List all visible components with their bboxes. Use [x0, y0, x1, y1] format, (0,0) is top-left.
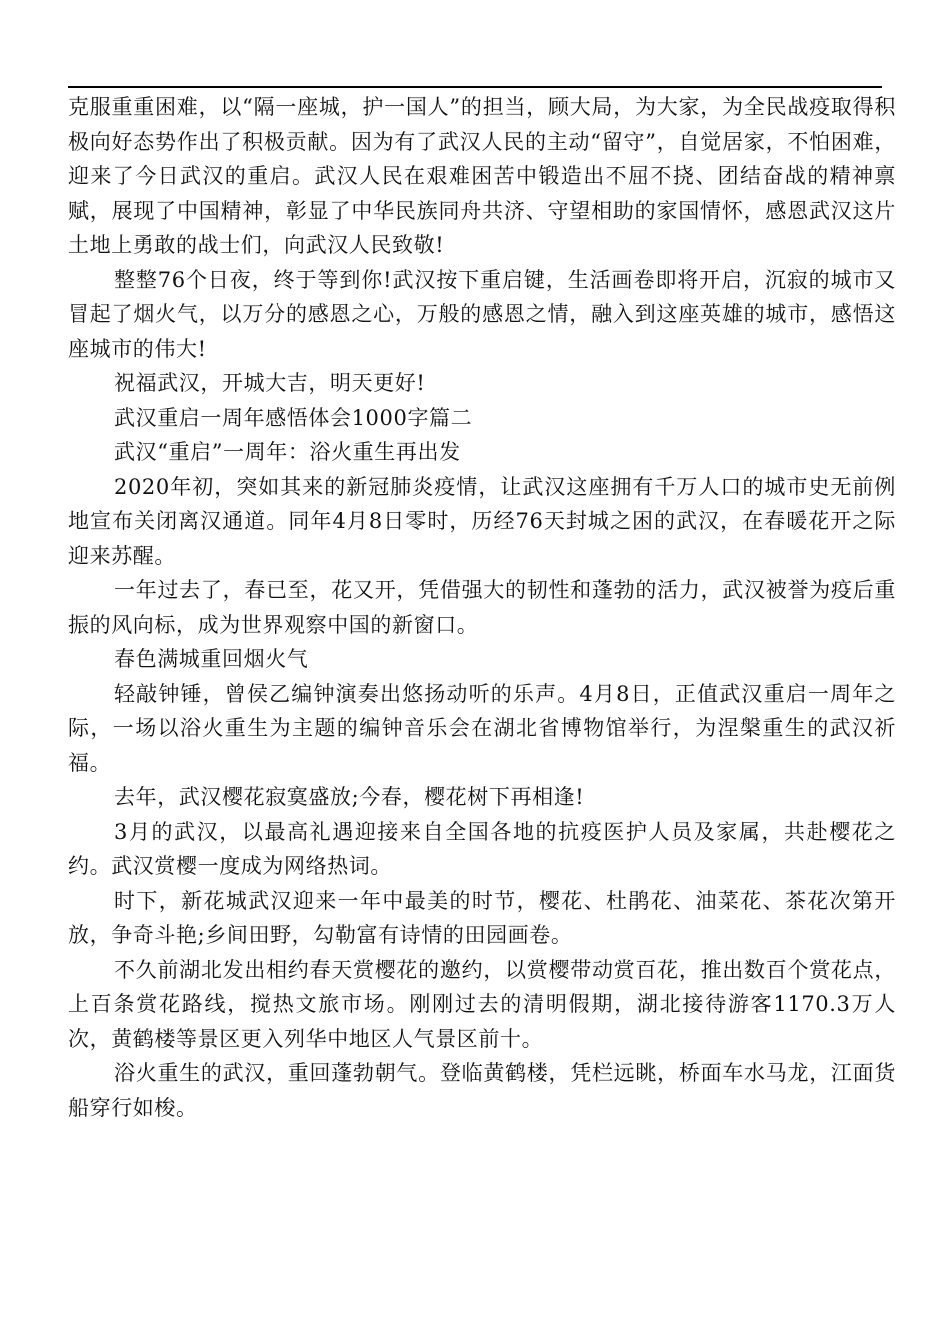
paragraph: 2020年初，突如其来的新冠肺炎疫情，让武汉这座拥有千万人口的城市史无前例地宣布关闭离汉通道。同年4月8日零时，历经76天封城之困的武汉，在春暖花开之际迎来苏醒。: [68, 474, 896, 568]
section-title: 武汉重启一周年感悟体会1000字篇二: [114, 405, 473, 430]
paragraph: 整整76个日夜，终于等到你!武汉按下重启键，生活画卷即将开启，沉寂的城市又冒起了烟火气，以万分的感恩之心，万般的感恩之情，融入到这座英雄的城市，感悟这座城市的伟大!: [68, 267, 896, 361]
paragraph: 3月的武汉，以最高礼遇迎接来自全国各地的抗疫医护人员及家属，共赴樱花之约。武汉赏樱一度成为网络热词。: [68, 819, 896, 878]
paragraph: 轻敲钟锤，曾侯乙编钟演奏出悠扬动听的乐声。4月8日，正值武汉重启一周年之际，一场以浴火重生为主题的编钟音乐会在湖北省博物馆举行，为涅槃重生的武汉祈福。: [68, 681, 896, 775]
paragraph: 时下，新花城武汉迎来一年中最美的时节，樱花、杜鹃花、油菜花、茶花次第开放，争奇斗艳;乡间田野，勾勒富有诗情的田园画卷。: [68, 888, 896, 947]
header-rule: [68, 86, 882, 88]
paragraph: 去年，武汉樱花寂寞盛放;今春，樱花树下再相逢!: [114, 785, 585, 809]
paragraph: 一年过去了，春已至，花又开，凭借强大的韧性和蓬勃的活力，武汉被誉为疫后重振的风向标，成为世界观察中国的新窗口。: [68, 578, 896, 637]
paragraph: 不久前湖北发出相约春天赏樱花的邀约，以赏樱带动赏百花，推出数百个赏花点，上百条赏花路线，搅热文旅市场。刚刚过去的清明假期，湖北接待游客1170.3万人次，黄鹤楼等景区更入列华中地区人气景区前十。: [68, 957, 896, 1051]
article-title: 武汉“重启”一周年：浴火重生再出发: [114, 440, 461, 464]
paragraph: 浴火重生的武汉，重回蓬勃朝气。登临黄鹤楼，凭栏远眺，桥面车水马龙，江面货船穿行如梭。: [68, 1061, 896, 1120]
paragraph: 克服重重困难，以“隔一座城，护一国人”的担当，顾大局，为大家，为全民战疫取得积极向好态势作出了积极贡献。因为有了武汉人民的主动“留守”，自觉居家，不怕困难，迎来了今日武汉的重启。武汉人民在艰难困苦中锻造出不屈不挠、团结奋战的精神禀赋，展现了中国精神，彰显了中华民族同舟共济、守望相助的家国情怀，感恩武汉这片土地上勇敢的战士们，向武汉人民致敬!: [68, 95, 896, 257]
subheading: 春色满城重回烟火气: [114, 647, 309, 671]
document-body: [68, 90, 896, 1125]
paragraph: 祝福武汉，开城大吉，明天更好!: [114, 371, 426, 395]
